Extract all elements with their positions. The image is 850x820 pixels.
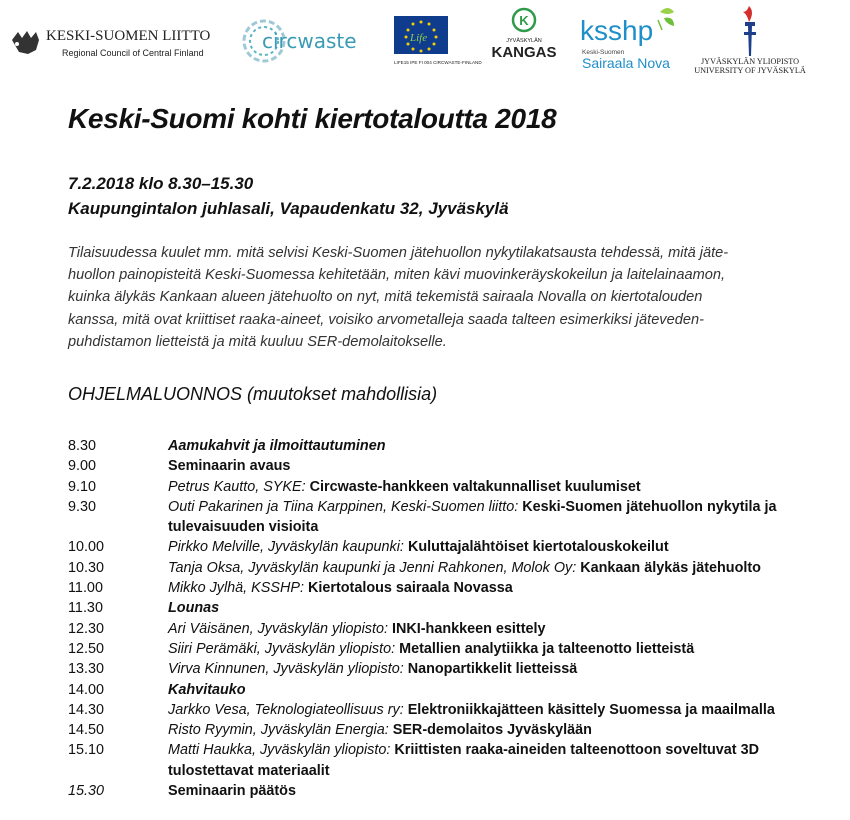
program-row [68,477,838,497]
ksl-subtitle: Regional Council of Central Finland [62,48,204,58]
program-speaker: Ari Väisänen, Jyväskylän yliopisto: [168,620,392,637]
program-time: 15.30 [68,783,105,800]
program-speaker: Mikko Jylhä, KSSHP: [168,580,308,597]
program-time: 11.30 [68,600,103,617]
program-time: 8.30 [68,438,97,454]
program-title: Kahvitauko [168,681,246,698]
program-row [68,740,838,781]
ksshp-wordmark: ksshp [580,15,654,46]
program-speaker: Tanja Oksa, Jyväskylän kaupunki ja Jenni Rahkonen, Molok Oy: [168,559,581,576]
program-description [168,680,818,700]
program-time: 14.50 [68,722,105,739]
program-description [168,639,818,659]
program-time: 9.00 [68,458,97,475]
logo-strip [0,0,850,80]
intro-line: kuinka älykäs Kankaan alueen jätehuolto on nyt, mitä tekemistä sairaala Novalla on kiertotalouden [68,289,703,306]
program-title: Circwaste-hankkeen valtakunnalliset kuulumiset [309,478,641,495]
program-description [168,598,818,618]
program-description [168,456,818,476]
kangas-wordmark: KANGAS [491,44,557,61]
program-description [168,436,818,456]
program-title: Kuluttajalähtöiset kiertotalouskokeilut [407,539,669,556]
ksl-name: KESKI-SUOMEN LIITTO [46,28,211,44]
program-row [68,537,838,557]
kangas-top: JYVÄSKYLÄN [506,38,542,44]
program-description [168,740,818,781]
program-title: Aamukahvit ja ilmoittautuminen [168,438,386,454]
jyu-logo [692,2,822,76]
program-speaker: Siiri Perämäki, Jyväskylän yliopisto: [168,640,400,657]
program-speaker: Outi Pakarinen ja Tiina Karppinen, Keski-Suomen liitto: [168,498,523,515]
program-speaker: Virva Kinnunen, Jyväskylän yliopisto: [168,661,408,678]
program-description [168,720,818,740]
program-time: 13.30 [68,661,105,678]
program-time: 11.00 [68,580,103,597]
intro-line: puhdistamon lietteistä ja mitä kuuluu SER-demolaitokselle. [68,333,447,350]
life-subtitle: LIFE15 IPE FI 004 CIRCWASTE-FINLAND [394,60,482,65]
program-title: Nanopartikkelit lietteissä [407,661,578,678]
program-time: 10.30 [68,559,105,576]
program-time: 14.00 [68,681,105,698]
program-row [68,578,838,598]
program-time: 9.10 [68,478,97,495]
ksshp-logo [578,2,686,74]
intro-line: kanssa, mitä ovat kriittiset raaka-aineet, voisiko arvometalleja saada talteen esimerkiksi jäteveden- [68,311,704,328]
program-speaker: Petrus Kautto, SYKE: [168,478,310,495]
program-row [68,619,838,639]
program-row [68,497,838,538]
program-row [68,558,838,578]
program-speaker: Risto Ryymin, Jyväskylän Energia: [168,722,393,739]
program-row [68,436,838,456]
program-time: 12.50 [68,640,105,657]
date-line: 7.2.2018 klo 8.30–15.30 [68,174,254,193]
program-row [68,639,838,659]
program-title: INKI-hankkeen esittely [391,620,546,637]
jyu-line2: UNIVERSITY OF JYVÄSKYLÄ [694,66,806,75]
venue-line: Kaupungintalon juhlasali, Vapaudenkatu 32, Jyväskylä [68,199,509,218]
program-description [168,537,818,557]
program-description [168,700,818,720]
program-description [168,619,818,639]
program-title: SER-demolaitos Jyväskylään [392,722,592,739]
program-schedule [68,436,838,801]
circwaste-logo [240,14,380,66]
jyu-line1: JYVÄSKYLÄN YLIOPISTO [700,57,800,66]
program-row [68,680,838,700]
keski-suomen-liitto-logo [8,22,223,64]
program-row [68,659,838,679]
program-time: 12.30 [68,620,105,637]
program-title: Seminaarin avaus [168,458,291,475]
program-title: Kriittisten raaka-aineiden talteenottoon soveltuvat 3D tulostettavat materiaalit [168,742,759,779]
document-title: Keski-Suomi kohti kiertotaloutta 2018 [68,103,557,134]
event-details [68,171,509,221]
program-title: Metallien analytiikka ja talteenotto lietteistä [399,640,695,657]
ksshp-line1: Keski-Suomen [582,49,625,56]
program-title: Seminaarin päätös [168,783,296,800]
program-description [168,781,818,801]
svg-text:K: K [519,13,529,28]
circwaste-wordmark: circwaste [262,29,357,53]
program-title: Kankaan älykäs jätehuolto [580,559,761,576]
program-title: Lounas [168,600,220,617]
life-wordmark: Life [410,32,428,44]
ksshp-line2: Sairaala Nova [582,55,670,71]
program-description [168,659,818,679]
program-row [68,781,838,801]
program-title: Elektroniikkajätteen käsittely Suomessa ja maailmalla [407,701,775,718]
program-heading: OHJELMALUONNOS (muutokset mahdollisia) [68,384,438,404]
intro-line: huollon painopisteitä Keski-Suomessa kehitetään, miten kävi muovinkeräyskokeilun ja laitelainaamon, [68,267,726,284]
program-row [68,700,838,720]
intro-paragraph [68,242,808,353]
program-title: Kiertotalous sairaala Novassa [307,580,513,597]
program-time: 9.30 [68,498,97,515]
program-time: 10.00 [68,539,105,556]
program-time: 15.10 [68,742,105,759]
program-time: 14.30 [68,701,105,718]
program-row [68,456,838,476]
program-description [168,578,818,598]
program-speaker: Pirkko Melville, Jyväskylän kaupunki: [168,539,408,556]
program-speaker: Jarkko Vesa, Teknologiateollisuus ry: [168,701,408,718]
program-row [68,598,838,618]
program-description [168,558,818,578]
program-description [168,477,818,497]
program-description [168,497,818,538]
program-title: Keski-Suomen jätehuollon nykytila ja tulevaisuuden visioita [168,498,777,536]
intro-line: Tilaisuudessa kuulet mm. mitä selvisi Keski-Suomen jätehuollon nykytilakatsausta tehdessä, mitä jäte- [68,245,729,261]
program-row [68,720,838,740]
eu-life-logo [392,14,482,72]
program-speaker: Matti Haukka, Jyväskylän yliopisto: [168,742,395,759]
kangas-logo [484,6,564,62]
